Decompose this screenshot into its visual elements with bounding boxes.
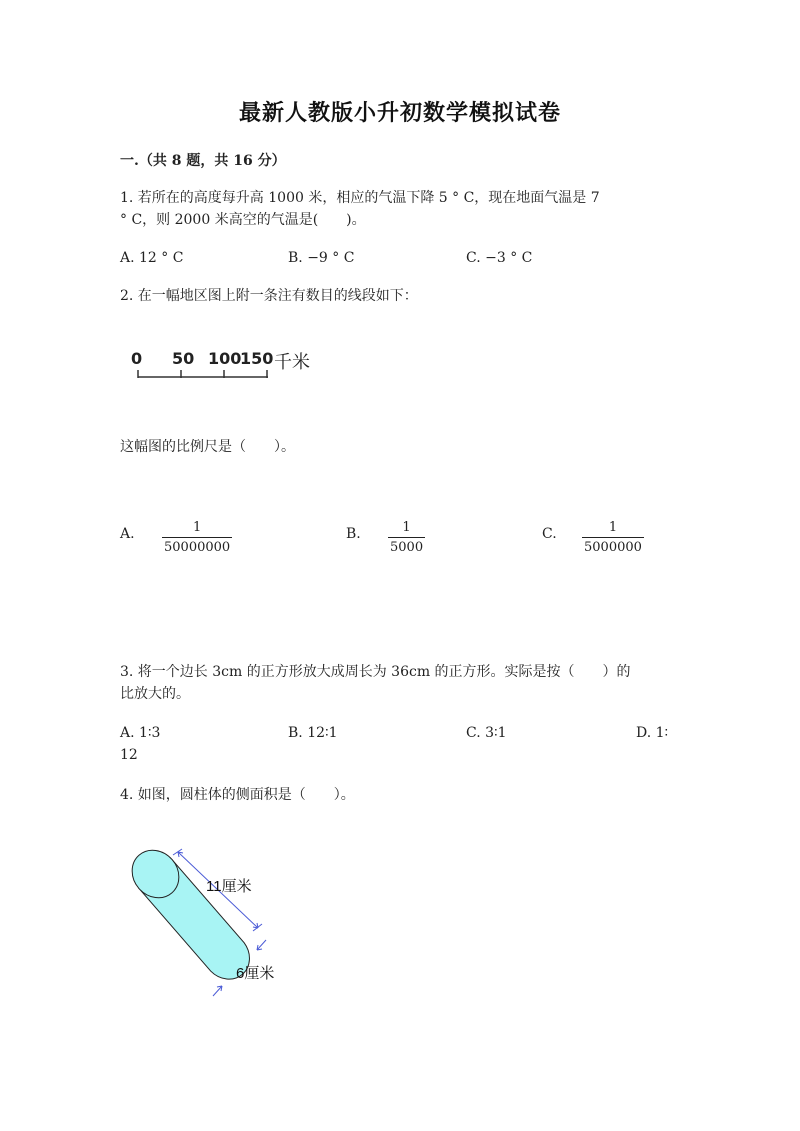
cylinder-diameter-label: 6厘米 xyxy=(236,965,275,982)
question-2-option-b-fraction xyxy=(388,520,425,555)
fraction-numerator: 1 xyxy=(192,520,202,535)
question-3-option-a: A. 1∶3 xyxy=(120,725,161,741)
question-3-option-b: B. 12∶1 xyxy=(288,725,338,741)
question-1-option-a: A. 12 ° C xyxy=(120,250,184,266)
fraction-numerator: 1 xyxy=(608,520,618,535)
question-2-option-a-label: A. xyxy=(120,526,135,542)
page-title: 最新人教版小升初数学模拟试卷 xyxy=(238,100,561,126)
question-3-line-2: 比放大的。 xyxy=(120,686,190,702)
fraction-numerator: 1 xyxy=(402,520,411,535)
question-2-option-c-label: C. xyxy=(542,526,557,542)
scale-tick-50: 50 xyxy=(172,349,195,368)
scale-line xyxy=(128,367,278,383)
cylinder-figure xyxy=(120,840,290,1000)
question-3-option-d-wrap: 12 xyxy=(120,747,138,763)
question-1-line-2: ° C，则 2000 米高空的气温是( )。 xyxy=(120,212,366,228)
cylinder-length-label: 11厘米 xyxy=(206,878,252,895)
scale-tick-0: 0 xyxy=(131,349,143,368)
fraction-denominator: 50000000 xyxy=(162,537,232,555)
question-3-option-d: D. 1∶ xyxy=(636,725,669,741)
scale-bar xyxy=(128,345,328,385)
question-1-line-1: 1. 若所在的高度每升高 1000 米，相应的气温下降 5 ° C，现在地面气温是 7 xyxy=(120,190,600,206)
question-3-line-1: 3. 将一个边长 3cm 的正方形放大成周长为 36cm 的正方形。实际是按（ ）的 xyxy=(120,664,631,680)
fraction-denominator: 5000 xyxy=(388,537,425,555)
question-1-option-b: B. −9 ° C xyxy=(288,250,355,266)
question-2-option-b-label: B. xyxy=(346,526,361,542)
scale-tick-150: 150 xyxy=(240,349,274,368)
question-2-option-a-fraction xyxy=(162,520,232,555)
question-1-option-c: C. −3 ° C xyxy=(466,250,533,266)
question-2-option-c-fraction xyxy=(582,520,644,555)
question-2-text: 2. 在一幅地区图上附一条注有数目的线段如下： xyxy=(120,288,418,304)
fraction-denominator: 5000000 xyxy=(582,537,644,555)
scale-tick-100: 100 xyxy=(208,349,242,368)
question-4-text: 4. 如图，圆柱体的侧面积是（ ）。 xyxy=(120,787,355,803)
question-3-option-c: C. 3∶1 xyxy=(466,725,507,741)
scale-unit: 千米 xyxy=(274,352,310,373)
question-2-prompt: 这幅图的比例尺是（ ）。 xyxy=(120,439,295,455)
section-header: 一.（共 8 题，共 16 分） xyxy=(120,153,286,169)
